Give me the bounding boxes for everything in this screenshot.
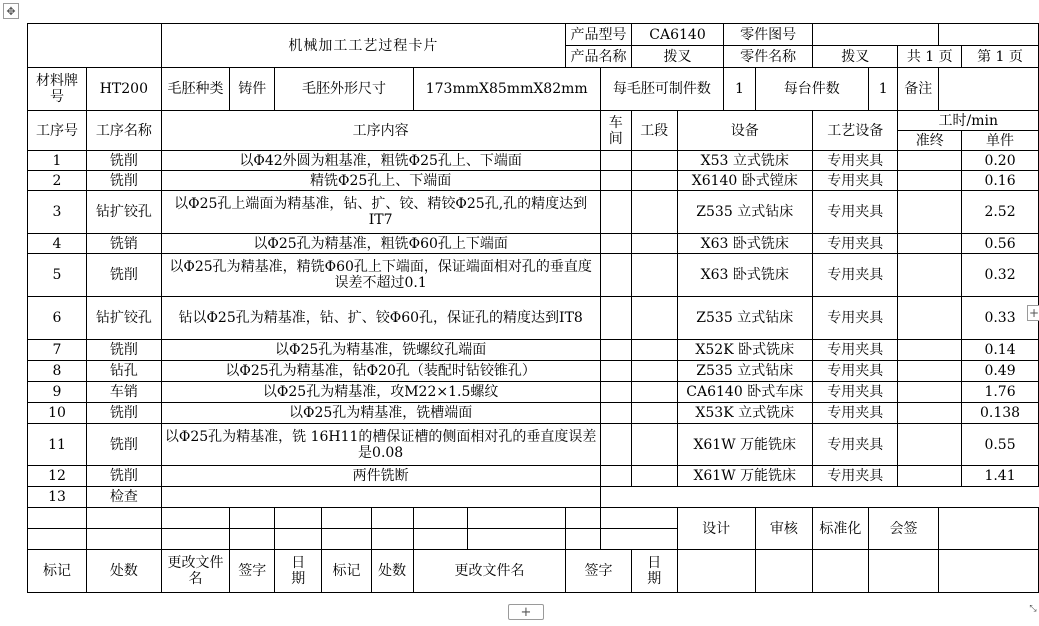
per-machine-label: 每台件数 bbox=[755, 68, 868, 111]
step-unit-time: 0.49 bbox=[962, 361, 1039, 382]
part-name: 拨叉 bbox=[812, 46, 898, 68]
step-unit-time: 0.33 bbox=[962, 297, 1039, 340]
step-name: 铣销 bbox=[87, 234, 162, 254]
step-no: 1 bbox=[28, 151, 87, 171]
table-row bbox=[28, 151, 1039, 171]
step-equipment: Z535 立式钻床 bbox=[677, 191, 812, 234]
blank-size: 173mmX85mmX82mm bbox=[413, 68, 600, 111]
step-no: 8 bbox=[28, 361, 87, 382]
step-name: 检查 bbox=[87, 487, 162, 508]
step-fixture: 专用夹具 bbox=[812, 191, 898, 234]
total-pages: 共 1 页 bbox=[898, 46, 962, 68]
step-equipment: X63 卧式铣床 bbox=[677, 254, 812, 297]
part-drawing-no-label: 零件图号 bbox=[724, 24, 813, 46]
material-grade: HT200 bbox=[87, 68, 162, 111]
col-header-fixture: 工艺设备 bbox=[812, 111, 898, 151]
step-equipment: X61W 万能铣床 bbox=[677, 424, 812, 466]
step-fixture: 专用夹具 bbox=[812, 171, 898, 191]
step-no: 7 bbox=[28, 340, 87, 361]
blank-type-label: 毛胚种类 bbox=[161, 68, 230, 111]
step-fixture: 专用夹具 bbox=[812, 151, 898, 171]
table-row bbox=[28, 234, 1039, 254]
product-name: 拨叉 bbox=[631, 46, 723, 68]
step-no: 3 bbox=[28, 191, 87, 234]
step-fixture: 专用夹具 bbox=[812, 297, 898, 340]
table-row bbox=[28, 297, 1039, 340]
standardize-label: 标准化 bbox=[812, 508, 868, 550]
step-unit-time: 0.138 bbox=[962, 403, 1039, 424]
step-equipment: X53 立式铣床 bbox=[677, 151, 812, 171]
step-content: 以Φ25孔为精基准，精铣Φ60孔上下端面，保证端面相对孔的垂直度误差不超过0.1 bbox=[161, 254, 600, 297]
step-content: 以Φ25孔为精基准，铣 16H11的槽保证槽的侧面相对孔的垂直度误差是0.08 bbox=[161, 424, 600, 466]
table-row bbox=[28, 403, 1039, 424]
step-unit-time: 0.14 bbox=[962, 340, 1039, 361]
table-row bbox=[28, 191, 1039, 234]
step-fixture: 专用夹具 bbox=[812, 424, 898, 466]
step-equipment: X53K 立式铣床 bbox=[677, 403, 812, 424]
table-move-handle-icon[interactable]: ✥ bbox=[3, 3, 19, 19]
step-name: 铣削 bbox=[87, 403, 162, 424]
remark-value bbox=[939, 68, 1039, 111]
table-row bbox=[28, 424, 1039, 466]
page-number: 第 1 页 bbox=[962, 46, 1039, 68]
step-equipment: Z535 立式钻床 bbox=[677, 361, 812, 382]
per-machine: 1 bbox=[868, 68, 898, 111]
step-content: 精铣Φ25孔上、下端面 bbox=[161, 171, 600, 191]
step-equipment: X52K 卧式铣床 bbox=[677, 340, 812, 361]
count-label: 处数 bbox=[371, 550, 413, 593]
step-no: 4 bbox=[28, 234, 87, 254]
step-fixture: 专用夹具 bbox=[812, 403, 898, 424]
step-name: 铣削 bbox=[87, 151, 162, 171]
countersign-label: 会签 bbox=[868, 508, 938, 550]
material-label: 材料牌号 bbox=[28, 68, 87, 111]
step-no: 11 bbox=[28, 424, 87, 466]
remark-label: 备注 bbox=[898, 68, 939, 111]
per-blank-label: 每毛胚可制件数 bbox=[600, 68, 724, 111]
step-content bbox=[161, 487, 600, 508]
step-fixture: 专用夹具 bbox=[812, 382, 898, 403]
step-name: 铣削 bbox=[87, 466, 162, 487]
step-content: 以Φ25孔上端面为精基准，钻、扩、铰、精铰Φ25孔,孔的精度达到IT7 bbox=[161, 191, 600, 234]
step-content: 以Φ42外圆为粗基准，粗铣Φ25孔上、下端面 bbox=[161, 151, 600, 171]
step-fixture: 专用夹具 bbox=[812, 340, 898, 361]
part-name-label: 零件名称 bbox=[724, 46, 813, 68]
step-no: 6 bbox=[28, 297, 87, 340]
step-unit-time: 1.41 bbox=[962, 466, 1039, 487]
step-content: 钻以Φ25孔为精基准，钻、扩、铰Φ60孔，保证孔的精度达到IT8 bbox=[161, 297, 600, 340]
step-no: 2 bbox=[28, 171, 87, 191]
step-unit-time: 1.76 bbox=[962, 382, 1039, 403]
step-name: 铣削 bbox=[87, 171, 162, 191]
step-name: 钻扩铰孔 bbox=[87, 297, 162, 340]
step-content: 两件铣断 bbox=[161, 466, 600, 487]
step-content: 以Φ25孔为精基准，粗铣Φ60孔上下端面 bbox=[161, 234, 600, 254]
step-no: 13 bbox=[28, 487, 87, 508]
col-header-content: 工序内容 bbox=[161, 111, 600, 151]
step-name: 铣削 bbox=[87, 424, 162, 466]
mark-label: 标记 bbox=[28, 550, 87, 593]
col-header-equipment: 设备 bbox=[677, 111, 812, 151]
add-column-icon[interactable]: + bbox=[1028, 306, 1039, 320]
step-unit-time: 0.20 bbox=[962, 151, 1039, 171]
add-row-icon[interactable]: + bbox=[508, 604, 544, 620]
step-content: 以Φ25孔为精基准，攻M22×1.5螺纹 bbox=[161, 382, 600, 403]
process-card-table bbox=[27, 23, 1039, 593]
step-name: 钻孔 bbox=[87, 361, 162, 382]
step-no: 12 bbox=[28, 466, 87, 487]
step-no: 5 bbox=[28, 254, 87, 297]
sign-label: 签字 bbox=[230, 550, 275, 593]
date-label: 日期 bbox=[275, 550, 322, 593]
step-unit-time: 2.52 bbox=[962, 191, 1039, 234]
step-equipment: X63 卧式铣床 bbox=[677, 234, 812, 254]
step-fixture: 专用夹具 bbox=[812, 254, 898, 297]
blank-type: 铸件 bbox=[230, 68, 275, 111]
table-row bbox=[28, 466, 1039, 487]
step-name: 铣削 bbox=[87, 340, 162, 361]
per-blank: 1 bbox=[724, 68, 756, 111]
date-label: 日期 bbox=[631, 550, 677, 593]
col-header-workshop: 车间 bbox=[600, 111, 631, 151]
step-unit-time: 0.56 bbox=[962, 234, 1039, 254]
change-doc-label: 更改文件名 bbox=[413, 550, 565, 593]
col-header-prep: 准终 bbox=[898, 131, 962, 151]
col-header-no: 工序号 bbox=[28, 111, 87, 151]
step-content: 以Φ25孔为精基准，铣槽端面 bbox=[161, 403, 600, 424]
table-row bbox=[28, 382, 1039, 403]
change-doc-label: 更改文件名 bbox=[161, 550, 230, 593]
step-fixture: 专用夹具 bbox=[812, 466, 898, 487]
step-equipment: X6140 卧式镗床 bbox=[677, 171, 812, 191]
step-content: 以Φ25孔为精基准，钻Φ20孔（装配时钻铰锥孔） bbox=[161, 361, 600, 382]
review-label: 审核 bbox=[755, 508, 812, 550]
col-header-time: 工时/min bbox=[898, 111, 1039, 131]
blank-header-cell bbox=[28, 24, 162, 68]
step-content: 以Φ25孔为精基准，铣螺纹孔端面 bbox=[161, 340, 600, 361]
table-row bbox=[28, 171, 1039, 191]
card-title: 机械加工工艺过程卡片 bbox=[161, 24, 566, 68]
step-unit-time: 0.55 bbox=[962, 424, 1039, 466]
sign-label: 签字 bbox=[566, 550, 632, 593]
step-equipment: X61W 万能铣床 bbox=[677, 466, 812, 487]
mark-label: 标记 bbox=[322, 550, 371, 593]
product-model-label: 产品型号 bbox=[566, 24, 632, 46]
step-name: 车销 bbox=[87, 382, 162, 403]
step-equipment: Z535 立式钻床 bbox=[677, 297, 812, 340]
step-name: 钻扩铰孔 bbox=[87, 191, 162, 234]
table-resize-icon[interactable]: ⤡ bbox=[1029, 604, 1037, 614]
table-row bbox=[28, 340, 1039, 361]
product-model: CA6140 bbox=[631, 24, 723, 46]
design-label: 设计 bbox=[677, 508, 755, 550]
step-no: 10 bbox=[28, 403, 87, 424]
col-header-section: 工段 bbox=[631, 111, 677, 151]
part-drawing-no bbox=[812, 24, 938, 46]
table-row bbox=[28, 361, 1039, 382]
product-name-label: 产品名称 bbox=[566, 46, 632, 68]
step-fixture: 专用夹具 bbox=[812, 234, 898, 254]
page-info-blank bbox=[939, 24, 1039, 46]
col-header-name: 工序名称 bbox=[87, 111, 162, 151]
col-header-unit: 单件 bbox=[962, 131, 1039, 151]
step-no: 9 bbox=[28, 382, 87, 403]
step-equipment: CA6140 卧式车床 bbox=[677, 382, 812, 403]
blank-size-label: 毛胚外形尺寸 bbox=[275, 68, 414, 111]
table-row bbox=[28, 254, 1039, 297]
table-row bbox=[28, 487, 1039, 508]
step-name: 铣削 bbox=[87, 254, 162, 297]
step-unit-time: 0.32 bbox=[962, 254, 1039, 297]
count-label: 处数 bbox=[87, 550, 162, 593]
step-unit-time: 0.16 bbox=[962, 171, 1039, 191]
step-fixture: 专用夹具 bbox=[812, 361, 898, 382]
